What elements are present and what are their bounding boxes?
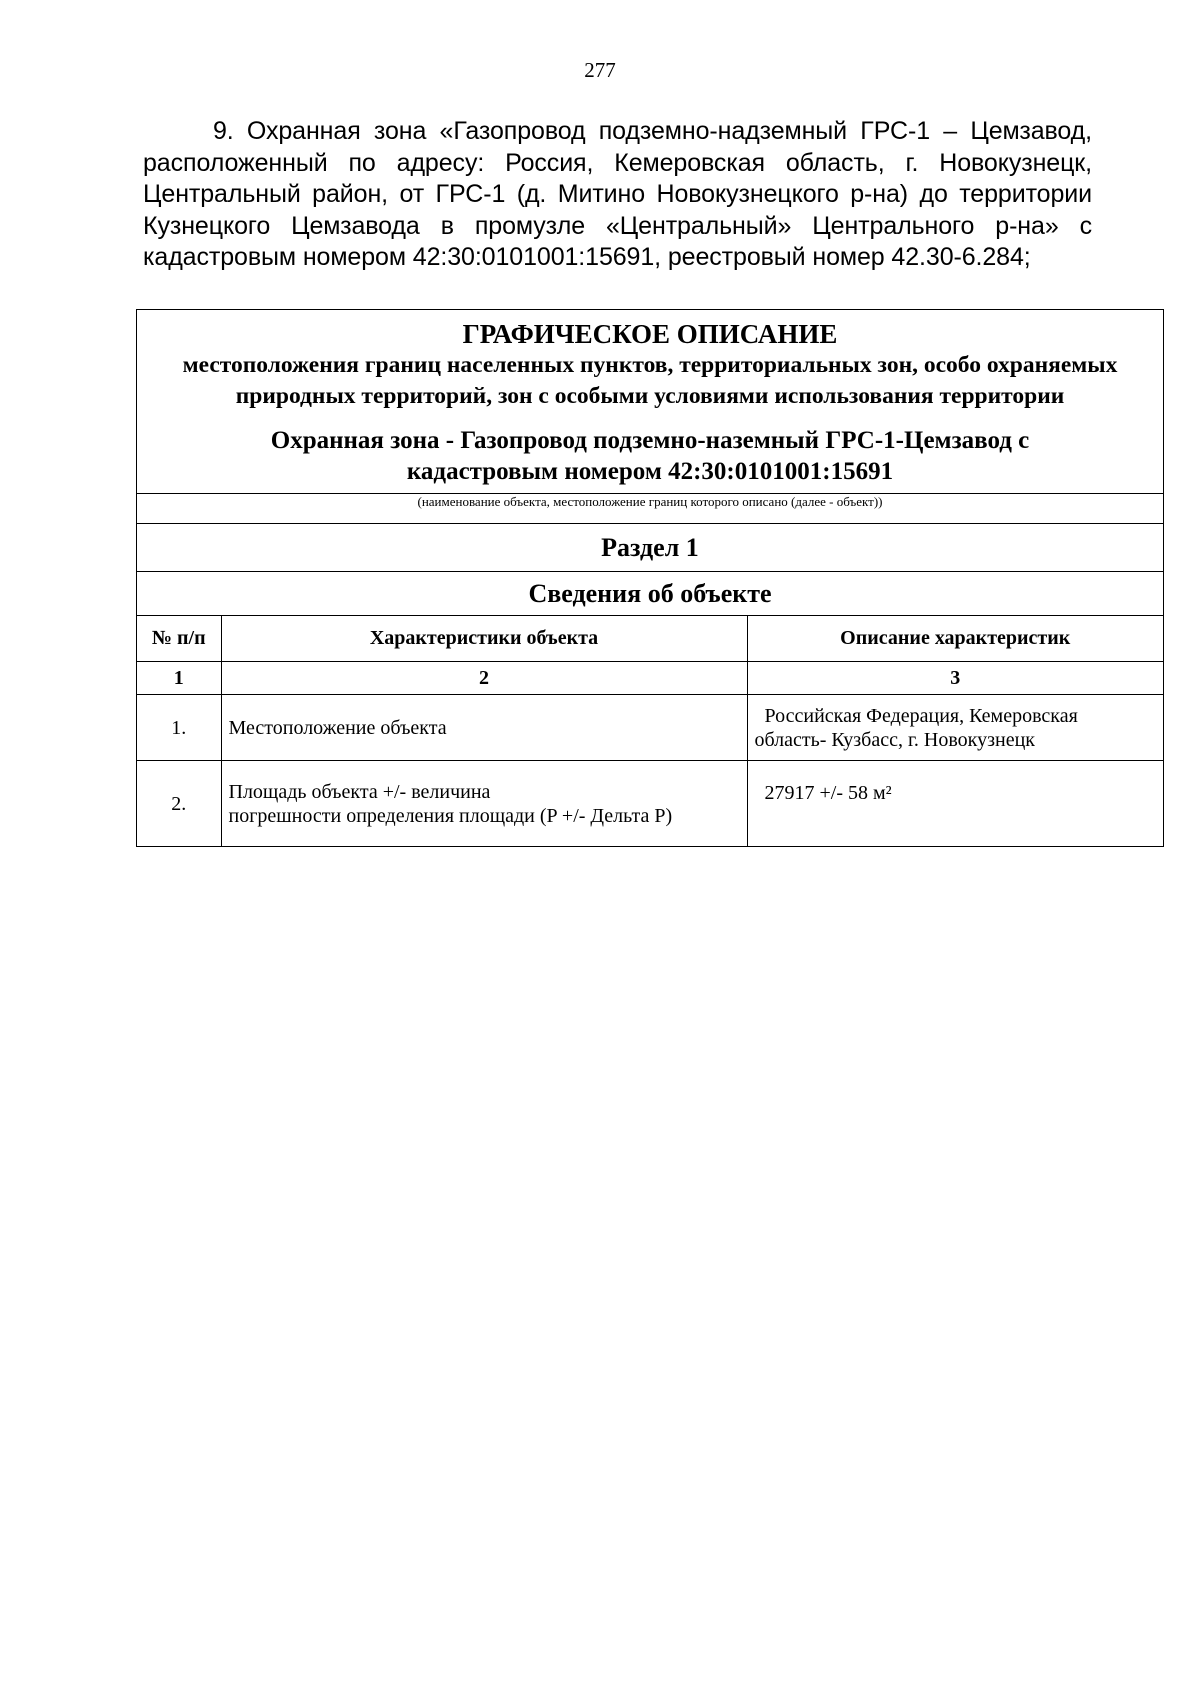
row-number: 1. [137, 695, 221, 761]
row-characteristic: Местоположение объекта [221, 695, 747, 761]
column-number-2: 2 [221, 662, 747, 695]
section-title: Сведения об объекте [137, 571, 1163, 615]
object-info-table [137, 615, 1163, 846]
row-description-line-2: область- Кузбасс, г. Новокузнецк [754, 728, 1036, 751]
object-name-line-2: кадастровым номером 42:30:0101001:15691 [406, 458, 894, 485]
object-caption: (наименование объекта, местоположение границ которого описано (далее - объект)) [137, 493, 1163, 523]
row-description-value: 27917 +/- 58 м² [764, 782, 892, 804]
column-number-row [137, 662, 1163, 695]
page-number: 277 [584, 58, 616, 82]
object-name-line-1: Охранная зона - Газопровод подземно-наземный ГРС-1-Цемзавод с [270, 427, 1030, 454]
header-cell-number: № п/п [137, 616, 221, 662]
form-header [137, 310, 1163, 493]
row-characteristic-line-1: Площадь объекта +/- величина [228, 780, 491, 803]
table-row [137, 761, 1163, 847]
header-cell-characteristic: Характеристики объекта [221, 616, 747, 662]
row-description [747, 761, 1163, 847]
column-number-3: 3 [747, 662, 1163, 695]
form-subtitle: местоположения границ населенных пунктов, территориальных зон, особо охраняемых природных территорий, зон с особыми условиями использования территории [182, 352, 1118, 409]
row-characteristic [221, 761, 747, 847]
row-characteristic-line-2: погрешности определения площади (P +/- Дельта P) [228, 804, 673, 827]
table-header-row [137, 616, 1163, 662]
row-description-line-1: Российская Федерация, Кемеровская [764, 704, 1078, 727]
graphic-description-form [136, 309, 1164, 847]
intro-paragraph: 9. Охранная зона «Газопровод подземно-надземный ГРС-1 – Цемзавод, расположенный по адресу: Россия, Кемеровская область, г. Новокузнецк, Центральный район, от ГРС-1 (д. Митино Новокузнецкого р-на) до территории Кузнецкого Цемзавода в промузле «Центральный» Центрального р-на» с кадастровым номером 42:30:0101001:15691, реестровый номер 42.30-6.284; [143, 117, 1092, 271]
row-number: 2. [137, 761, 221, 847]
column-number-1: 1 [137, 662, 221, 695]
row-description [747, 695, 1163, 761]
table-row [137, 695, 1163, 761]
section-label: Раздел 1 [137, 523, 1163, 571]
object-name [147, 425, 1153, 487]
header-cell-description: Описание характеристик [747, 616, 1163, 662]
form-title: ГРАФИЧЕСКОЕ ОПИСАНИЕ [462, 319, 838, 349]
